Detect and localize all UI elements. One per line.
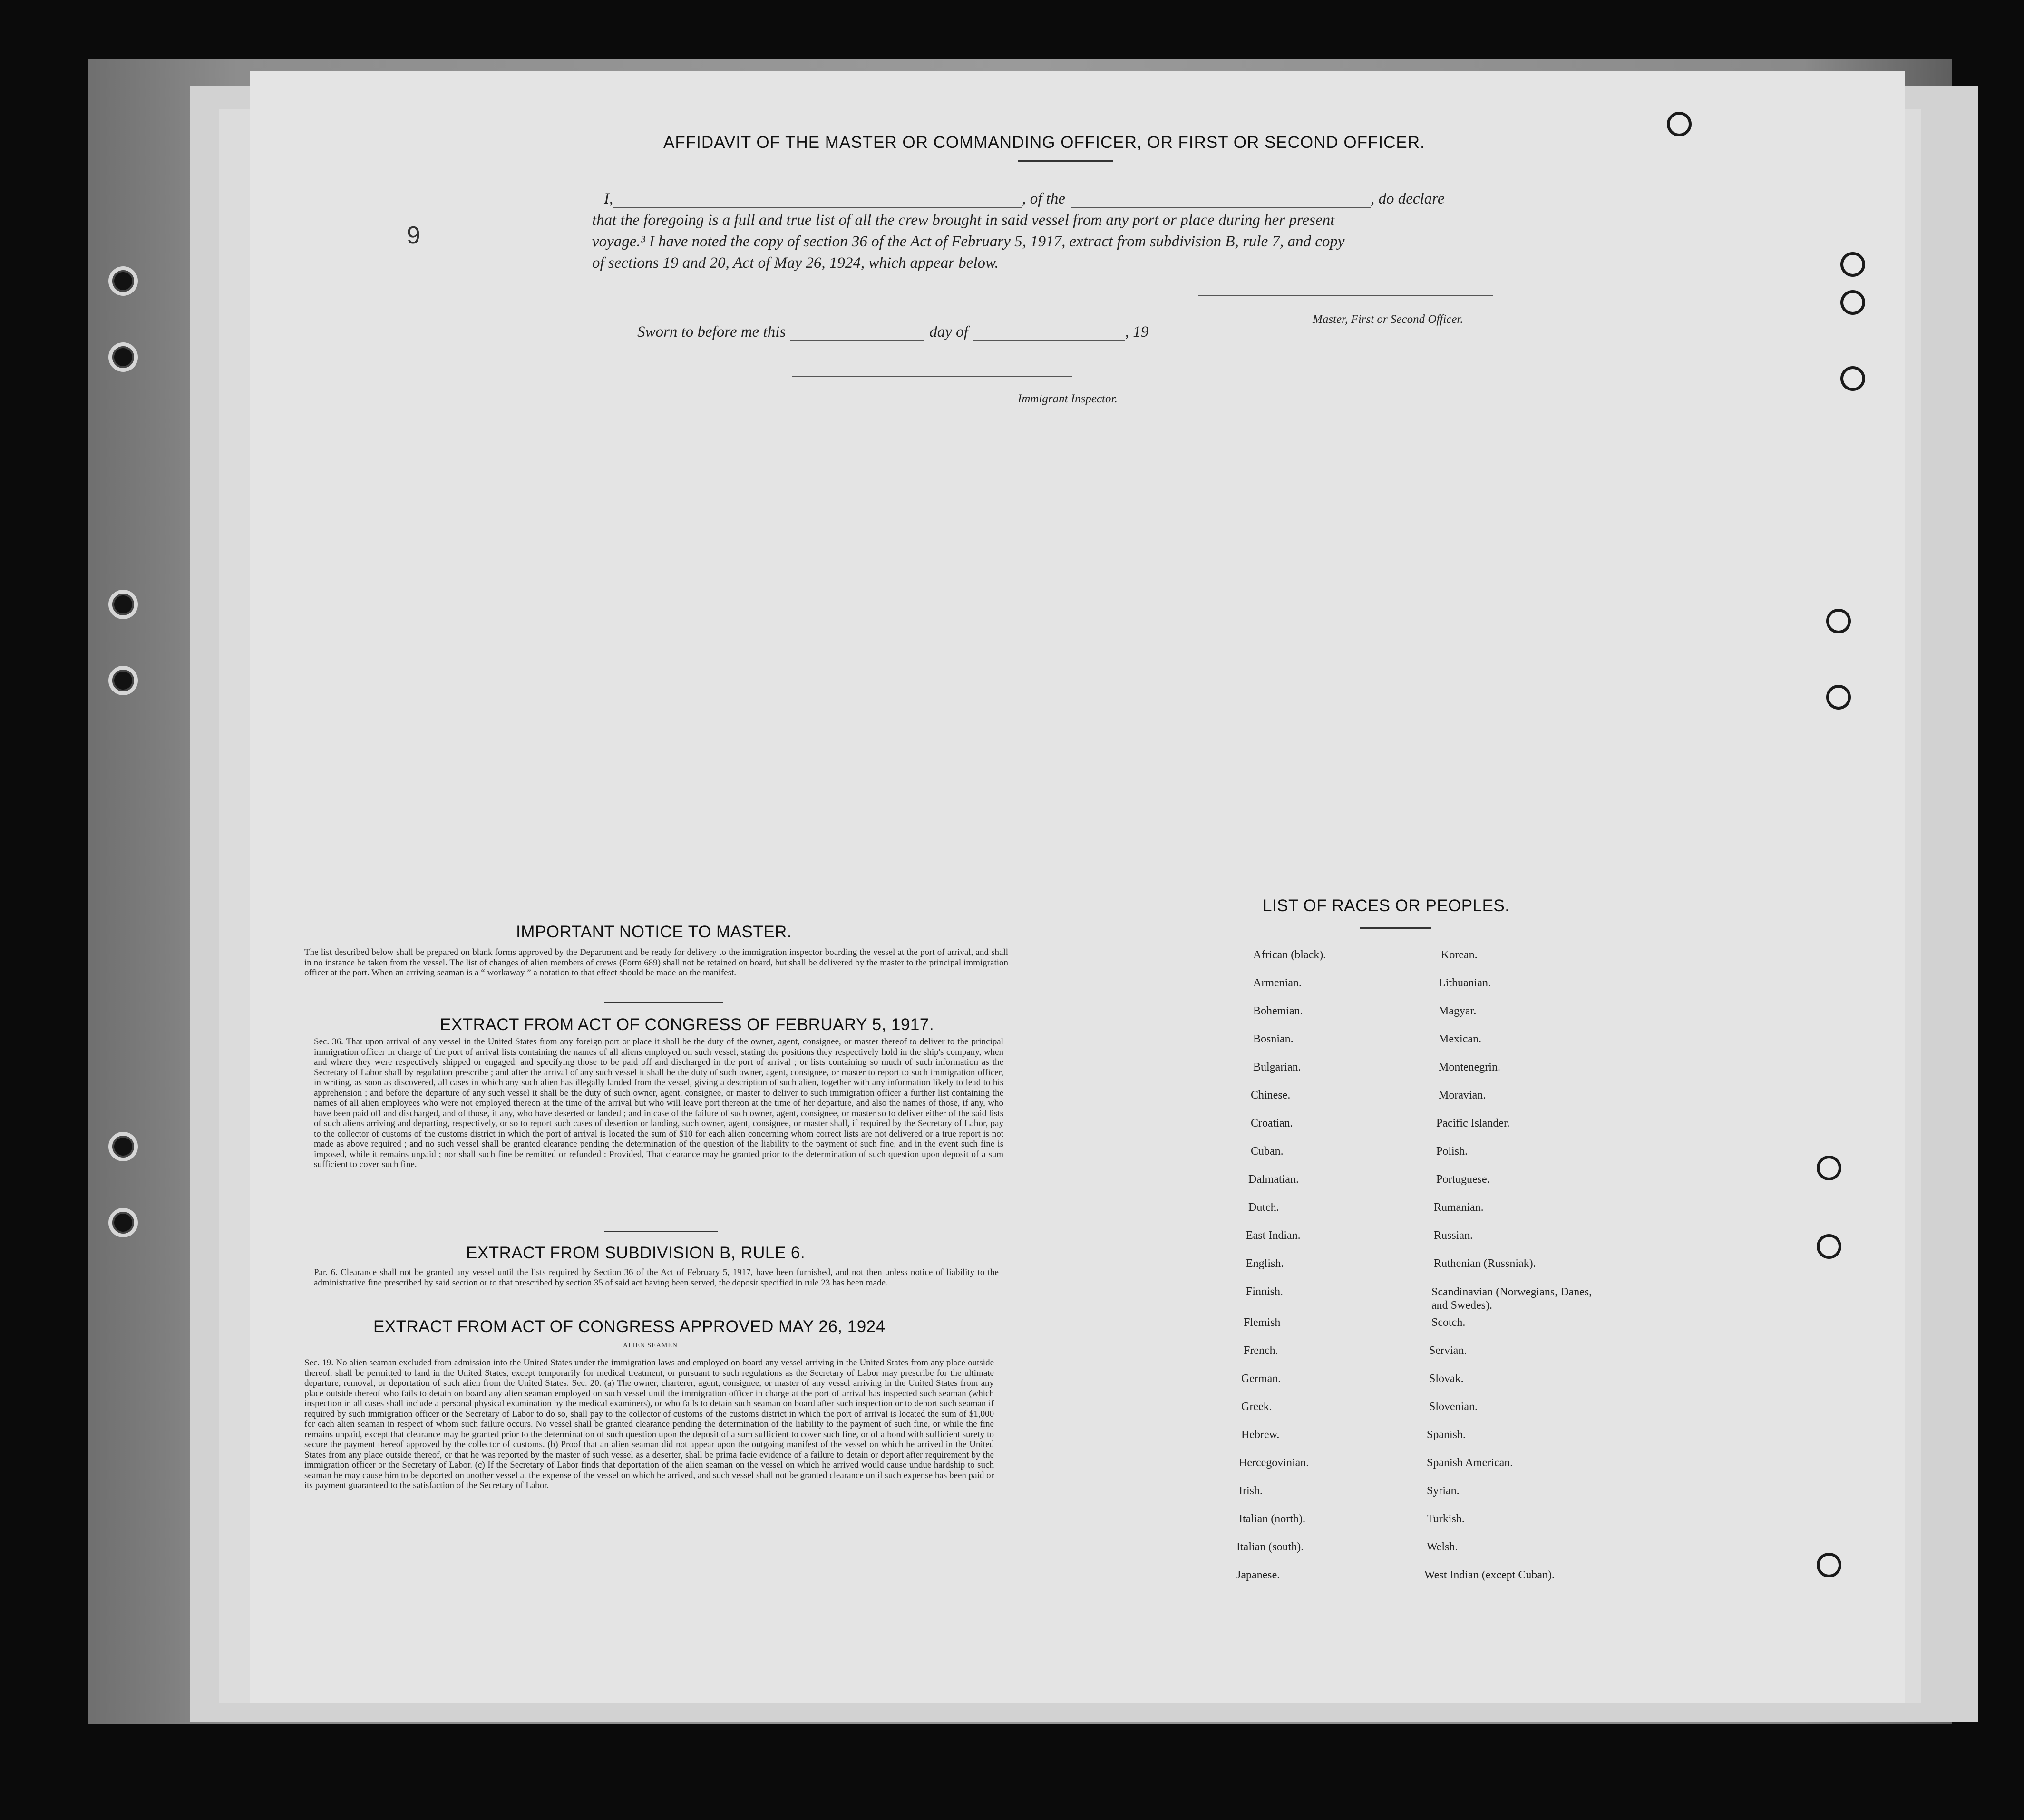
race-right: West Indian (except Cuban). bbox=[1424, 1569, 1555, 1581]
subdivision-title: EXTRACT FROM SUBDIVISION B, RULE 6. bbox=[466, 1244, 806, 1262]
divider bbox=[1018, 160, 1113, 162]
race-left: Greek. bbox=[1241, 1401, 1272, 1413]
race-left: Bohemian. bbox=[1253, 1005, 1303, 1017]
race-left: Dalmatian. bbox=[1248, 1173, 1299, 1186]
punch-hole bbox=[1826, 685, 1851, 710]
sworn-text: Sworn to before me this bbox=[637, 323, 786, 341]
race-left: French. bbox=[1244, 1344, 1278, 1357]
punch-hole bbox=[1840, 290, 1865, 315]
binder-hole bbox=[108, 666, 138, 695]
master-signature-line[interactable] bbox=[1198, 295, 1493, 296]
race-left: Dutch. bbox=[1248, 1201, 1279, 1214]
race-left: African (black). bbox=[1253, 949, 1326, 961]
binder-hole bbox=[108, 1208, 138, 1237]
race-left: Cuban. bbox=[1251, 1145, 1284, 1158]
binder-hole bbox=[108, 1132, 138, 1161]
race-right: Spanish American. bbox=[1427, 1457, 1513, 1469]
affidavit-title: AFFIDAVIT OF THE MASTER OR COMMANDING OFFICER, OR FIRST OR SECOND OFFICER. bbox=[663, 133, 1425, 152]
month-blank[interactable] bbox=[973, 340, 1125, 341]
master-caption: Master, First or Second Officer. bbox=[1313, 313, 1463, 326]
race-left: English. bbox=[1246, 1257, 1284, 1270]
race-right: Slovak. bbox=[1429, 1372, 1464, 1385]
punch-hole bbox=[1817, 1553, 1841, 1577]
race-right: Scotch. bbox=[1431, 1316, 1466, 1329]
affidavit-text: , of the bbox=[1022, 190, 1065, 207]
inspector-signature-line[interactable] bbox=[792, 376, 1072, 377]
race-right: Magyar. bbox=[1439, 1005, 1477, 1017]
race-left: Italian (north). bbox=[1239, 1513, 1305, 1525]
binder-hole bbox=[108, 266, 138, 296]
race-left: Finnish. bbox=[1246, 1285, 1284, 1298]
race-right: Korean. bbox=[1441, 949, 1478, 961]
race-right: Pacific Islander. bbox=[1436, 1117, 1510, 1129]
race-left: Hebrew. bbox=[1241, 1429, 1280, 1441]
race-right: Portuguese. bbox=[1436, 1173, 1490, 1186]
race-right: Montenegrin. bbox=[1439, 1061, 1500, 1073]
race-right: Welsh. bbox=[1427, 1541, 1458, 1553]
punch-hole bbox=[1840, 252, 1865, 277]
extract-1924-text: Sec. 19. No alien seaman excluded from admission into the United States under the immigration laws and employed on board any vessel arriving in the United States from any place outside thereof, shall be permitted to land in the United States, except temporarily for medical treatment, or pursuant to such regulations as the Secretary of Labor may prescribe for the ultimate departure, removal, or deportation of such alien from the United States. Sec. 20. (a) The owner, charterer, agent, consignee, or master of any vessel arriving in the United States from any place outside thereof who fails to detain on board any alien seaman employed on such vessel until the immigration officer in charge at the port of arrival has inspected such seaman (which inspection in all cases shall include a personal physical examination by the medical examiners), or who fails to detain such seaman on board after such inspection or to deport such seaman if required by such immigration officer or the Secretary of Labor to do so, shall pay to the collector of customs of the customs district in which the port of arrival is located the sum of $1,000 for each alien seaman in respect of whom such failure occurs. No vessel shall be granted clearance pending the determination of the liability to the payment of such fine, or while the fine remains unpaid, except that clearance may be granted prior to the determination of such question upon the deposit of a sum sufficient to cover such fine, or of a bond with sufficient surety to secure the payment thereof approved by the collector of customs. (b) Proof that an alien seaman did not appear upon the outgoing manifest of the vessel on which he arrived in the United States from any place outside thereof, or that he was reported by the master of such vessel as a deserter, shall be prima facie evidence of a failure to detain or deport after requirement by the immigration officer or the Secretary of Labor. (c) If the Secretary of Labor finds that deportation of the alien seaman on the vessel on which he arrived would cause undue hardship to such seaman he may cause him to be deported on another vessel at the expense of the vessel on which he arrived, and such vessel shall not be granted clearance until such expense has been paid or its payment guaranteed to the satisfaction of the Secretary of Labor. bbox=[304, 1358, 994, 1490]
sworn-line bbox=[637, 323, 1148, 341]
race-left: Bulgarian. bbox=[1253, 1061, 1301, 1073]
punch-hole bbox=[1817, 1234, 1841, 1259]
punch-hole bbox=[1817, 1156, 1841, 1180]
punch-hole bbox=[1826, 609, 1851, 633]
alien-seamen-subtitle: ALIEN SEAMEN bbox=[623, 1342, 678, 1349]
divider bbox=[604, 1231, 718, 1232]
race-right: Syrian. bbox=[1427, 1485, 1460, 1497]
race-left: Bosnian. bbox=[1253, 1033, 1294, 1045]
sworn-text: , 19 bbox=[1125, 323, 1149, 341]
divider bbox=[604, 1002, 723, 1003]
race-left: East Indian. bbox=[1246, 1229, 1301, 1242]
sworn-text: day of bbox=[929, 323, 968, 341]
race-right: Scandinavian (Norwegians, Danes, and Swedes). bbox=[1431, 1286, 1592, 1312]
race-left: Irish. bbox=[1239, 1485, 1263, 1497]
punch-hole bbox=[1840, 366, 1865, 391]
name-blank[interactable] bbox=[613, 207, 1022, 208]
race-left: Flemish bbox=[1244, 1316, 1281, 1329]
race-right: Lithuanian. bbox=[1439, 977, 1491, 989]
race-right: Russian. bbox=[1434, 1229, 1473, 1242]
race-right: Rumanian. bbox=[1434, 1201, 1484, 1214]
race-right: Mexican. bbox=[1439, 1033, 1481, 1045]
affidavit-line-3: voyage.³ I have noted the copy of section 36 of the Act of February 5, 1917, extract from subdivision B, rule 7, and copy bbox=[592, 233, 1345, 250]
divider bbox=[1360, 927, 1431, 929]
races-title: LIST OF RACES OR PEOPLES. bbox=[1263, 896, 1510, 915]
extract-1917-text: Sec. 36. That upon arrival of any vessel in the United States from any foreign port or place it shall be the duty of the owner, agent, consignee, or master thereof to deliver to the principal immigration officer in charge of the port of arrival lists containing the names of all aliens employed on such vessel, stating the positions they respectively hold in the ship's company, when and where they were respectively shipped or engaged, and specifying those to be paid off and discharged in the port of arrival ; or lists containing so much of such information as the Secretary of Labor shall by regulation prescribe ; and after the arrival of any such vessel it shall be the duty of such owner, agent, consignee, or master to report to such immigration officer, in writing, as soon as discovered, all cases in which any such alien has illegally landed from the vessel, giving a description of such alien, together with any information likely to lead to his apprehension ; and before the departure of any such vessel it shall be the duty of such owner, agent, consignee, or master to deliver to such immigration officer a further list containing the names of all alien employees who were not employed thereon at the time of the arrival but who will leave port thereon at the time of her departure, and also the names of those, if any, who have been paid off and discharged, and of those, if any, who have deserted or landed ; and in case of the failure of such owner, agent, consignee, or master so to deliver either of the said lists of such aliens arriving and departing, respectively, or so to report such cases of desertion or landing, such owner, agent, consignee, or master shall, if required by the Secretary of Labor, pay to the collector of customs of the customs district in which the port of arrival is located the sum of $10 for each alien concerning whom correct lists are not delivered or a true report is not made as above required ; and no such vessel shall be granted clearance pending the determination of the question of the liability to the payment of such fine, and in the event such fine is imposed, while it remains unpaid ; nor shall such fine be remitted or refunded : Provided, That clearance may be granted prior to the determination of such question upon deposit of a sum sufficient to cover such fine. bbox=[314, 1037, 1003, 1169]
race-left: German. bbox=[1241, 1372, 1281, 1385]
race-left: Croatian. bbox=[1251, 1117, 1293, 1129]
race-right: Slovenian. bbox=[1429, 1401, 1478, 1413]
race-right: Polish. bbox=[1436, 1145, 1468, 1158]
notice-text: The list described below shall be prepared on blank forms approved by the Department and be ready for delivery to the immigration inspector boarding the vessel at the port of arrival, and shall in no instance be taken from the vessel. The list of changes of alien members of crews (Form 689) shall not be retained on board, but shall be delivered by the master to the principal immigration officer at the port. When an arriving seaman is a “ workaway ” a notation to that effect should be made on the manifest. bbox=[304, 947, 1008, 978]
page-marker: 9 bbox=[407, 222, 420, 249]
inspector-caption: Immigrant Inspector. bbox=[1018, 392, 1118, 405]
race-left: Hercegovinian. bbox=[1239, 1457, 1309, 1469]
race-right: Spanish. bbox=[1427, 1429, 1466, 1441]
affidavit-line-2: that the foregoing is a full and true list of all the crew brought in said vessel from any port or place during her present bbox=[592, 212, 1335, 229]
binder-hole bbox=[108, 590, 138, 619]
race-left: Chinese. bbox=[1251, 1089, 1291, 1101]
punch-hole bbox=[1667, 112, 1692, 136]
race-left: Armenian. bbox=[1253, 977, 1302, 989]
vessel-blank[interactable] bbox=[1071, 207, 1371, 208]
race-right: Ruthenian (Russniak). bbox=[1434, 1257, 1536, 1270]
affidavit-line-1 bbox=[604, 190, 1444, 208]
extract-1924-title: EXTRACT FROM ACT OF CONGRESS APPROVED MAY 26, 1924 bbox=[373, 1317, 886, 1336]
subdivision-text: Par. 6. Clearance shall not be granted any vessel until the lists required by Section 36 of the Act of February 5, 1917, have been furnished, and not then unless notice of liability to the administrative fine prescribed by said section or to that prescribed by section 35 of said act having been served, the deposit specified in rule 23 has been made. bbox=[314, 1267, 999, 1288]
day-blank[interactable] bbox=[790, 340, 924, 341]
affidavit-text: , do declare bbox=[1370, 190, 1445, 207]
race-right: Servian. bbox=[1429, 1344, 1467, 1357]
affidavit-text: I, bbox=[604, 190, 613, 207]
race-left: Italian (south). bbox=[1236, 1541, 1304, 1553]
race-right: Turkish. bbox=[1427, 1513, 1465, 1525]
affidavit-line-4: of sections 19 and 20, Act of May 26, 1924, which appear below. bbox=[592, 254, 999, 272]
race-right: Moravian. bbox=[1439, 1089, 1486, 1101]
race-left: Japanese. bbox=[1236, 1569, 1280, 1581]
notice-title: IMPORTANT NOTICE TO MASTER. bbox=[516, 923, 792, 941]
binder-hole bbox=[108, 342, 138, 372]
extract-1917-title: EXTRACT FROM ACT OF CONGRESS OF FEBRUARY 5, 1917. bbox=[440, 1015, 934, 1034]
